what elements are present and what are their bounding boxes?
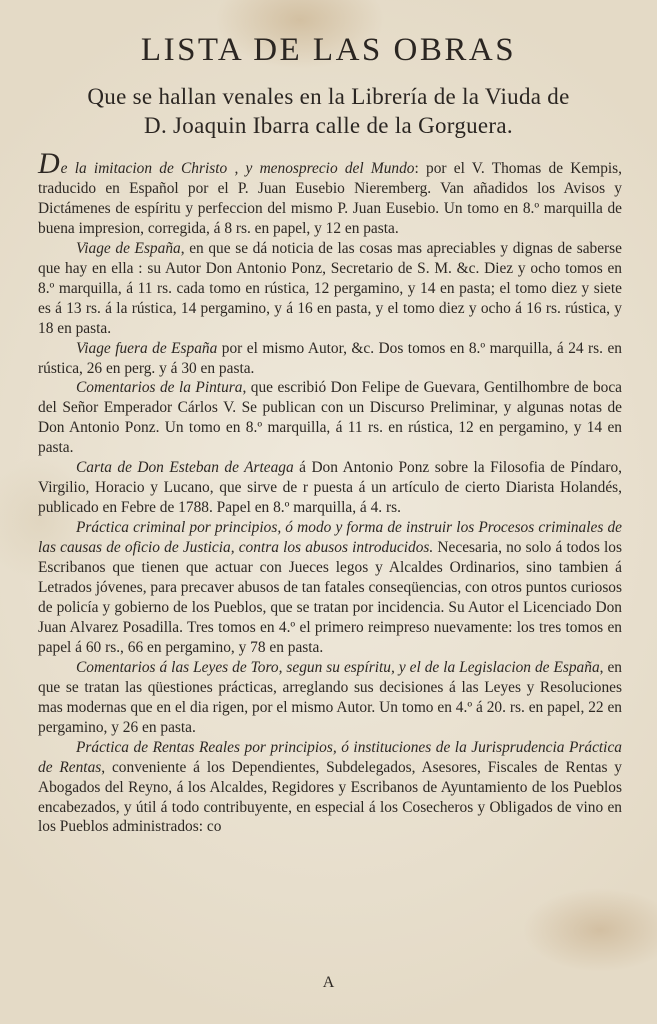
entry-text: Necesaria, no solo á todos los Escribanos que tienen que actuar con Jueces legos y Alcaldes Ordinarios, sino tambien á Letrados jóvenes, para precaver abusos de tan fatales conseqüencias, con otros puntos curiosos de policía y gobierno de los Pueblos, que se tratan por incidencia. Su Autor el Licenciado Don Juan Alvarez Posadilla. Tres tomos en 4.º el primero reimpreso nuevamente: los tres tomos en papel á 60 rs., 66 en pergamino, y 78 en pasta. — [38, 539, 622, 656]
entry-title: Práctica de Rentas Reales por principios, ó instituciones de la Jurisprudencia Práctica de Rentas — [38, 738, 622, 776]
entry-text: , conveniente á los Dependientes, Subdelegados, Asesores, Fiscales de Rentas y Abogados del Reyno, á los Alcaldes, Regidores y Escribanos de Ayuntamiento de los Pueblos encabezados, y útil á todo contribuyente, en especial á los Cosecheros y Obligados de vino en los Pueblos administrados: co — [38, 758, 622, 836]
entry-title: Viage de España — [76, 239, 181, 257]
entry-title: Carta de Don Esteban de Arteaga — [76, 459, 294, 477]
entry-title: Práctica criminal por principios, ó modo y forma de instruir los Procesos criminales de las causas de oficio de Justicia, contra los abusos introducidos. — [38, 519, 622, 557]
entry-title: Comentarios de la Pintura — [76, 379, 243, 397]
catalog-entry — [38, 518, 622, 658]
catalog-entry — [38, 378, 622, 458]
catalog-entry — [38, 738, 622, 838]
subtitle-line-1: Que se hallan venales en la Librería de la Viuda de — [87, 84, 570, 109]
entry-title: Comentarios á las Leyes de Toro, segun su espíritu, y el de la Legislacion de España — [76, 658, 600, 676]
entry-text: por el mismo Autor, &c. Dos tomos en 8.º marquilla, á 24 rs. en rústica, 26 en perg. y á 30 en pasta. — [38, 339, 622, 377]
catalog-entry — [38, 339, 622, 379]
catalog-entry — [38, 239, 622, 339]
subtitle-line-2: D. Joaquin Ibarra calle de la Gorguera. — [144, 113, 513, 138]
catalog-entry — [38, 658, 622, 738]
catalog-entry — [38, 147, 622, 239]
entry-text: , en que se tratan las qüestiones prácticas, arreglando sus decisiones á las Leyes y Resoluciones mas modernas que en el dia rigen, por el mismo Autor. Un tomo en 4.º á 20. rs. en papel, 22 en pergamino, y 26 en pasta. — [38, 658, 622, 736]
entry-text: á Don Antonio Ponz sobre la Filosofia de Píndaro, Virgilio, Horacio y Lucano, que sirve de r puesta á un artículo de cierto Diarista Holandés, publicado en Febre de 1788. Papel en 8.º marquilla, á 4. rs. — [38, 459, 622, 517]
catalog-list — [38, 147, 623, 837]
drop-cap: D — [38, 147, 60, 180]
entry-text: : por el V. Thomas de Kempis, traducido en Español por el P. Juan Eusebio Nieremberg. Van añadidos los Avisos y Dictámenes de espíritu y perfeccion del mismo P. Juan Eusebio. Un tomo en 8.º marquilla de buena impresion, corregida, á 8 rs. en papel, y 12 en pasta. — [38, 160, 622, 237]
catalog-entry — [38, 458, 622, 518]
entry-text: , que escribió Don Felipe de Guevara, Gentilhombre de boca del Señor Emperador Cárlos V. Se publican con un Discurso Preliminar, y algunas notas de Don Antonio Ponz. Un tomo en 8.º marquilla, á 11 rs. en rústica, 12 en pergamino, y 14 en pasta. — [38, 379, 623, 457]
signature-mark: A — [322, 974, 335, 991]
entry-title: Viage fuera de España — [76, 339, 218, 357]
entry-title: e la imitacion de Christo , y menosprecio del Mundo — [60, 160, 415, 177]
entry-text: , en que se dá noticia de las cosas mas apreciables y dignas de saberse que hay en ella : su Autor Don Antonio Ponz, Secretario de S. M. &c. Diez y ocho tomos en 8.º marquilla, á 11 rs. cada tomo en rústica, 12 pergamino, y 14 en pasta; el tomo diez y siete es á 13 rs. á la rústica, 14 pergamino, y á 16 en pasta, y el tomo diez y ocho á 16 rs. rústica, y 18 en pasta. — [38, 239, 622, 337]
page-title: LISTA DE LAS OBRAS — [140, 32, 517, 68]
